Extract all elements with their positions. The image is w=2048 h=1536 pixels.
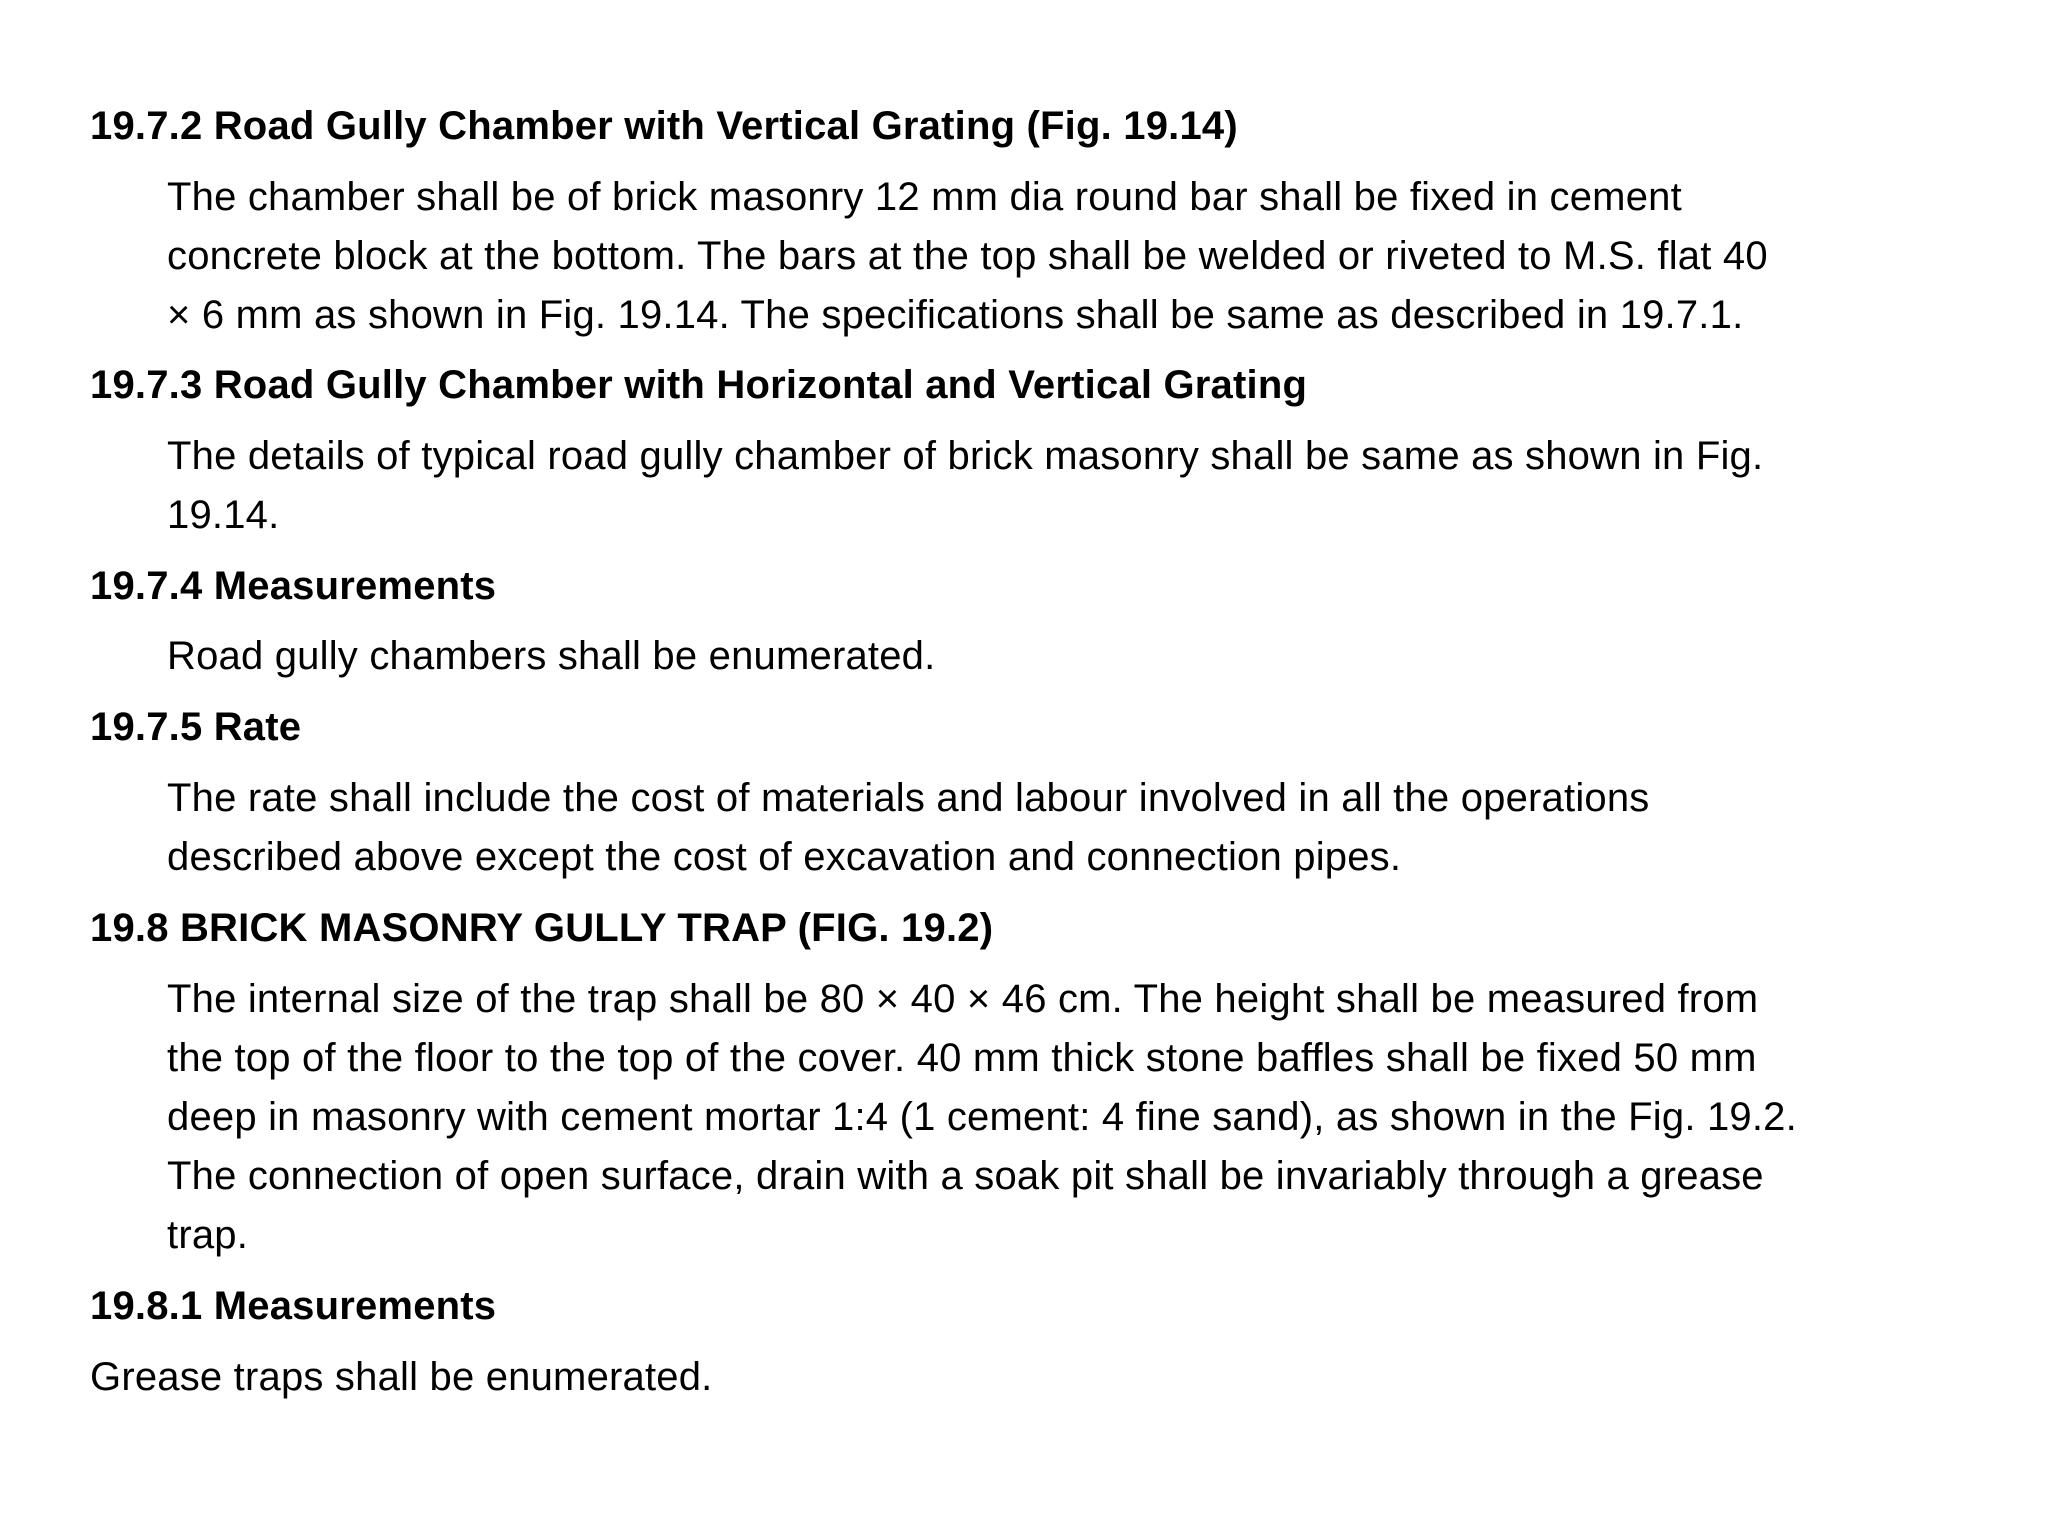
paragraph-line: described above except the cost of excavation and connection pipes. <box>167 835 1402 879</box>
paragraph-line: The internal size of the trap shall be 80 × 40 × 46 cm. The height shall be measured from <box>167 977 1759 1021</box>
section-heading: 19.8 BRICK MASONRY GULLY TRAP (FIG. 19.2) <box>90 906 994 950</box>
section-heading: 19.7.4 Measurements <box>90 564 497 608</box>
section-heading: 19.7.3 Road Gully Chamber with Horizontal and Vertical Grating <box>90 363 1308 407</box>
paragraph-line: concrete block at the bottom. The bars at the top shall be welded or riveted to M.S. flat 40 <box>167 234 1768 278</box>
paragraph-line: the top of the floor to the top of the cover. 40 mm thick stone baffles shall be fixed 50 mm <box>167 1036 1757 1080</box>
section-heading: 19.7.5 Rate <box>90 705 302 749</box>
paragraph-line: Grease traps shall be enumerated. <box>90 1355 713 1399</box>
paragraph-line: deep in masonry with cement mortar 1:4 (1 cement: 4 fine sand), as shown in the Fig. 19.2. <box>167 1095 1797 1139</box>
paragraph-line: The chamber shall be of brick masonry 12 mm dia round bar shall be fixed in cement <box>167 175 1682 219</box>
paragraph-line: The rate shall include the cost of materials and labour involved in all the operations <box>167 776 1650 820</box>
paragraph-line: Road gully chambers shall be enumerated. <box>167 634 936 678</box>
section-heading: 19.8.1 Measurements <box>90 1284 497 1328</box>
paragraph-line: trap. <box>167 1213 249 1257</box>
paragraph-line: The details of typical road gully chamber of brick masonry shall be same as shown in Fig. <box>167 434 1764 478</box>
section-heading: 19.7.2 Road Gully Chamber with Vertical Grating (Fig. 19.14) <box>90 104 1238 148</box>
paragraph-line: × 6 mm as shown in Fig. 19.14. The specifications shall be same as described in 19.7.1. <box>167 293 1744 337</box>
paragraph-line: The connection of open surface, drain with a soak pit shall be invariably through a grease <box>167 1154 1764 1198</box>
paragraph-line: 19.14. <box>167 493 280 537</box>
